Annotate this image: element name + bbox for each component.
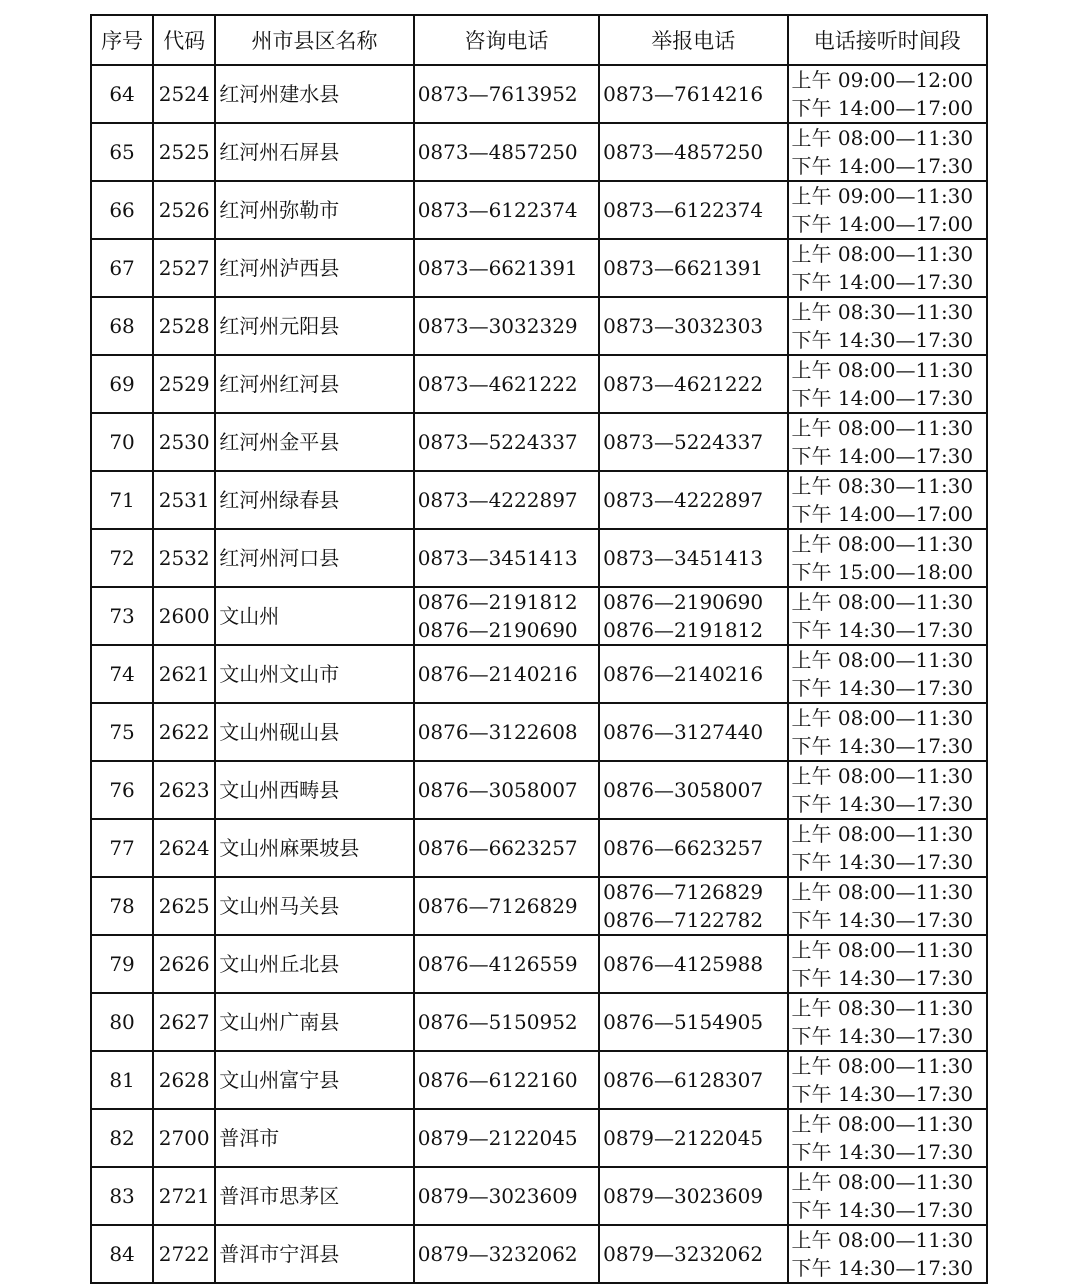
row-code: 2700 [153, 1109, 215, 1167]
report-phone [599, 703, 787, 761]
region-name: 文山州富宁县 [215, 1051, 413, 1109]
header-report-phone: 举报电话 [599, 15, 787, 65]
table-row [91, 355, 987, 413]
afternoon-hours: 下午 14:00—17:00 [791, 502, 974, 526]
row-index: 67 [91, 239, 153, 297]
header-code: 代码 [153, 15, 215, 65]
service-hours [788, 1109, 988, 1167]
table-row [91, 935, 987, 993]
service-hours [788, 239, 988, 297]
report-phone [599, 123, 787, 181]
row-index: 64 [91, 65, 153, 123]
consult-phone [414, 819, 599, 877]
consult-phone [414, 413, 599, 471]
consult-phone [414, 355, 599, 413]
row-index: 66 [91, 181, 153, 239]
morning-hours: 上午 08:00—11:30 [791, 1228, 974, 1252]
morning-hours: 上午 08:00—11:30 [791, 706, 974, 730]
afternoon-hours: 下午 14:30—17:30 [791, 676, 974, 700]
row-code: 2531 [153, 471, 215, 529]
table-row [91, 413, 987, 471]
service-hours [788, 65, 988, 123]
report-phone-number: 0876—2190690 [603, 590, 764, 614]
report-phone [599, 413, 787, 471]
service-hours [788, 587, 988, 645]
afternoon-hours: 下午 14:30—17:30 [791, 792, 974, 816]
report-phone-number: 0879—3023609 [603, 1184, 764, 1208]
hotline-table [90, 14, 988, 1284]
consult-phone-number: 0876—2190690 [417, 618, 578, 642]
consult-phone [414, 123, 599, 181]
row-code: 2627 [153, 993, 215, 1051]
row-index: 68 [91, 297, 153, 355]
consult-phone-number: 0873—5224337 [417, 430, 578, 454]
region-name: 红河州河口县 [215, 529, 413, 587]
row-code: 2524 [153, 65, 215, 123]
row-code: 2624 [153, 819, 215, 877]
morning-hours: 上午 09:00—11:30 [791, 184, 974, 208]
afternoon-hours: 下午 14:30—17:30 [791, 734, 974, 758]
table-row [91, 587, 987, 645]
report-phone [599, 761, 787, 819]
afternoon-hours: 下午 14:00—17:00 [791, 96, 974, 120]
row-index: 76 [91, 761, 153, 819]
service-hours [788, 413, 988, 471]
row-index: 83 [91, 1167, 153, 1225]
afternoon-hours: 下午 14:30—17:30 [791, 908, 974, 932]
morning-hours: 上午 08:00—11:30 [791, 416, 974, 440]
morning-hours: 上午 08:00—11:30 [791, 1170, 974, 1194]
report-phone-number: 0876—7122782 [603, 908, 764, 932]
afternoon-hours: 下午 14:30—17:30 [791, 1024, 974, 1048]
consult-phone-number: 0876—2140216 [417, 662, 578, 686]
region-name: 文山州广南县 [215, 993, 413, 1051]
report-phone-number: 0873—3032303 [603, 314, 764, 338]
region-name: 文山州 [215, 587, 413, 645]
consult-phone [414, 993, 599, 1051]
row-code: 2526 [153, 181, 215, 239]
table-row [91, 819, 987, 877]
morning-hours: 上午 08:30—11:30 [791, 474, 974, 498]
consult-phone [414, 1109, 599, 1167]
service-hours [788, 123, 988, 181]
consult-phone [414, 65, 599, 123]
report-phone [599, 239, 787, 297]
consult-phone-number: 0876—6623257 [417, 836, 578, 860]
consult-phone-number: 0876—6122160 [417, 1068, 578, 1092]
morning-hours: 上午 08:00—11:30 [791, 764, 974, 788]
consult-phone-number: 0876—3058007 [417, 778, 578, 802]
service-hours [788, 645, 988, 703]
morning-hours: 上午 08:00—11:30 [791, 532, 974, 556]
row-code: 2600 [153, 587, 215, 645]
consult-phone [414, 703, 599, 761]
row-index: 84 [91, 1225, 153, 1283]
morning-hours: 上午 08:00—11:30 [791, 938, 974, 962]
row-index: 72 [91, 529, 153, 587]
service-hours [788, 1167, 988, 1225]
region-name: 红河州红河县 [215, 355, 413, 413]
afternoon-hours: 下午 14:00—17:30 [791, 386, 974, 410]
morning-hours: 上午 08:00—11:30 [791, 1112, 974, 1136]
row-code: 2529 [153, 355, 215, 413]
report-phone [599, 355, 787, 413]
table-row [91, 529, 987, 587]
service-hours [788, 1051, 988, 1109]
region-name: 红河州建水县 [215, 65, 413, 123]
afternoon-hours: 下午 15:00—18:00 [791, 560, 974, 584]
report-phone-number: 0873—7614216 [603, 82, 764, 106]
consult-phone [414, 529, 599, 587]
region-name: 红河州金平县 [215, 413, 413, 471]
table-row [91, 1109, 987, 1167]
row-code: 2530 [153, 413, 215, 471]
morning-hours: 上午 08:00—11:30 [791, 1054, 974, 1078]
consult-phone-number: 0876—4126559 [417, 952, 578, 976]
row-index: 65 [91, 123, 153, 181]
report-phone [599, 1051, 787, 1109]
row-index: 81 [91, 1051, 153, 1109]
region-name: 普洱市思茅区 [215, 1167, 413, 1225]
consult-phone-number: 0879—3023609 [417, 1184, 578, 1208]
report-phone-number: 0876—3058007 [603, 778, 764, 802]
table-row [91, 877, 987, 935]
consult-phone [414, 935, 599, 993]
consult-phone-number: 0873—6122374 [417, 198, 578, 222]
header-index: 序号 [91, 15, 153, 65]
table-row [91, 1225, 987, 1283]
morning-hours: 上午 08:00—11:30 [791, 648, 974, 672]
row-index: 73 [91, 587, 153, 645]
consult-phone-number: 0876—7126829 [417, 894, 578, 918]
header-row [91, 15, 987, 65]
service-hours [788, 877, 988, 935]
afternoon-hours: 下午 14:30—17:30 [791, 1082, 974, 1106]
report-phone-number: 0873—6122374 [603, 198, 764, 222]
morning-hours: 上午 08:00—11:30 [791, 242, 974, 266]
consult-phone [414, 587, 599, 645]
consult-phone-number: 0873—3032329 [417, 314, 578, 338]
report-phone [599, 65, 787, 123]
table-row [91, 645, 987, 703]
afternoon-hours: 下午 14:30—17:30 [791, 1140, 974, 1164]
report-phone [599, 297, 787, 355]
morning-hours: 上午 08:00—11:30 [791, 880, 974, 904]
report-phone-number: 0873—5224337 [603, 430, 764, 454]
region-name: 文山州马关县 [215, 877, 413, 935]
consult-phone-number: 0873—3451413 [417, 546, 578, 570]
report-phone-number: 0876—5154905 [603, 1010, 764, 1034]
row-code: 2528 [153, 297, 215, 355]
morning-hours: 上午 08:30—11:30 [791, 300, 974, 324]
consult-phone-number: 0876—3122608 [417, 720, 578, 744]
consult-phone [414, 297, 599, 355]
report-phone [599, 1167, 787, 1225]
consult-phone [414, 1225, 599, 1283]
row-code: 2527 [153, 239, 215, 297]
service-hours [788, 993, 988, 1051]
region-name: 文山州麻栗坡县 [215, 819, 413, 877]
report-phone [599, 471, 787, 529]
afternoon-hours: 下午 14:30—17:30 [791, 328, 974, 352]
service-hours [788, 819, 988, 877]
table-row [91, 123, 987, 181]
consult-phone [414, 645, 599, 703]
region-name: 文山州西畴县 [215, 761, 413, 819]
table-row [91, 703, 987, 761]
table-row [91, 471, 987, 529]
report-phone [599, 587, 787, 645]
table-row [91, 1051, 987, 1109]
row-index: 77 [91, 819, 153, 877]
row-code: 2722 [153, 1225, 215, 1283]
table-row [91, 297, 987, 355]
row-code: 2623 [153, 761, 215, 819]
service-hours [788, 181, 988, 239]
report-phone [599, 1225, 787, 1283]
service-hours [788, 529, 988, 587]
report-phone-number: 0879—2122045 [603, 1126, 764, 1150]
row-index: 69 [91, 355, 153, 413]
report-phone [599, 181, 787, 239]
service-hours [788, 703, 988, 761]
afternoon-hours: 下午 14:00—17:00 [791, 212, 974, 236]
morning-hours: 上午 08:00—11:30 [791, 358, 974, 382]
consult-phone-number: 0873—6621391 [417, 256, 578, 280]
service-hours [788, 935, 988, 993]
service-hours [788, 1225, 988, 1283]
row-code: 2622 [153, 703, 215, 761]
table-header [91, 15, 987, 65]
table-body [91, 65, 987, 1283]
region-name: 文山州丘北县 [215, 935, 413, 993]
report-phone-number: 0876—6128307 [603, 1068, 764, 1092]
consult-phone [414, 1051, 599, 1109]
table-row [91, 181, 987, 239]
consult-phone [414, 239, 599, 297]
consult-phone [414, 1167, 599, 1225]
report-phone-number: 0876—2140216 [603, 662, 764, 686]
consult-phone-number: 0879—2122045 [417, 1126, 578, 1150]
afternoon-hours: 下午 14:30—17:30 [791, 850, 974, 874]
header-name: 州市县区名称 [215, 15, 413, 65]
afternoon-hours: 下午 14:30—17:30 [791, 618, 974, 642]
report-phone [599, 529, 787, 587]
report-phone-number: 0879—3232062 [603, 1242, 764, 1266]
report-phone [599, 877, 787, 935]
consult-phone-number: 0873—4621222 [417, 372, 578, 396]
report-phone-number: 0876—7126829 [603, 880, 764, 904]
row-index: 75 [91, 703, 153, 761]
afternoon-hours: 下午 14:30—17:30 [791, 1256, 974, 1280]
consult-phone-number: 0879—3232062 [417, 1242, 578, 1266]
row-code: 2532 [153, 529, 215, 587]
region-name: 文山州砚山县 [215, 703, 413, 761]
morning-hours: 上午 08:00—11:30 [791, 822, 974, 846]
service-hours [788, 761, 988, 819]
region-name: 文山州文山市 [215, 645, 413, 703]
morning-hours: 上午 08:00—11:30 [791, 126, 974, 150]
report-phone-number: 0876—4125988 [603, 952, 764, 976]
afternoon-hours: 下午 14:00—17:30 [791, 270, 974, 294]
consult-phone [414, 877, 599, 935]
row-index: 78 [91, 877, 153, 935]
morning-hours: 上午 08:30—11:30 [791, 996, 974, 1020]
region-name: 红河州弥勒市 [215, 181, 413, 239]
report-phone [599, 645, 787, 703]
service-hours [788, 355, 988, 413]
report-phone [599, 1109, 787, 1167]
header-hours: 电话接听时间段 [788, 15, 988, 65]
afternoon-hours: 下午 14:00—17:30 [791, 154, 974, 178]
afternoon-hours: 下午 14:30—17:30 [791, 966, 974, 990]
report-phone [599, 819, 787, 877]
report-phone-number: 0873—4857250 [603, 140, 764, 164]
region-name: 红河州泸西县 [215, 239, 413, 297]
consult-phone-number: 0876—5150952 [417, 1010, 578, 1034]
report-phone [599, 993, 787, 1051]
report-phone-number: 0873—4621222 [603, 372, 764, 396]
report-phone-number: 0873—6621391 [603, 256, 764, 280]
morning-hours: 上午 08:00—11:30 [791, 590, 974, 614]
region-name: 红河州元阳县 [215, 297, 413, 355]
consult-phone [414, 471, 599, 529]
report-phone-number: 0876—2191812 [603, 618, 764, 642]
report-phone-number: 0876—6623257 [603, 836, 764, 860]
table-row [91, 761, 987, 819]
service-hours [788, 297, 988, 355]
region-name: 红河州绿春县 [215, 471, 413, 529]
report-phone [599, 935, 787, 993]
row-code: 2628 [153, 1051, 215, 1109]
row-index: 74 [91, 645, 153, 703]
table-row [91, 993, 987, 1051]
row-index: 80 [91, 993, 153, 1051]
region-name: 普洱市 [215, 1109, 413, 1167]
report-phone-number: 0873—3451413 [603, 546, 764, 570]
consult-phone [414, 181, 599, 239]
consult-phone-number: 0873—4857250 [417, 140, 578, 164]
service-hours [788, 471, 988, 529]
row-code: 2525 [153, 123, 215, 181]
consult-phone-number: 0873—4222897 [417, 488, 578, 512]
table-row [91, 1167, 987, 1225]
report-phone-number: 0873—4222897 [603, 488, 764, 512]
table-row [91, 65, 987, 123]
row-index: 71 [91, 471, 153, 529]
afternoon-hours: 下午 14:00—17:30 [791, 444, 974, 468]
consult-phone [414, 761, 599, 819]
header-consult-phone: 咨询电话 [414, 15, 599, 65]
report-phone-number: 0876—3127440 [603, 720, 764, 744]
region-name: 普洱市宁洱县 [215, 1225, 413, 1283]
row-code: 2621 [153, 645, 215, 703]
morning-hours: 上午 09:00—12:00 [791, 68, 974, 92]
consult-phone-number: 0876—2191812 [417, 590, 578, 614]
afternoon-hours: 下午 14:30—17:30 [791, 1198, 974, 1222]
row-index: 82 [91, 1109, 153, 1167]
row-code: 2625 [153, 877, 215, 935]
row-index: 70 [91, 413, 153, 471]
region-name: 红河州石屏县 [215, 123, 413, 181]
consult-phone-number: 0873—7613952 [417, 82, 578, 106]
row-code: 2626 [153, 935, 215, 993]
row-index: 79 [91, 935, 153, 993]
row-code: 2721 [153, 1167, 215, 1225]
table-row [91, 239, 987, 297]
